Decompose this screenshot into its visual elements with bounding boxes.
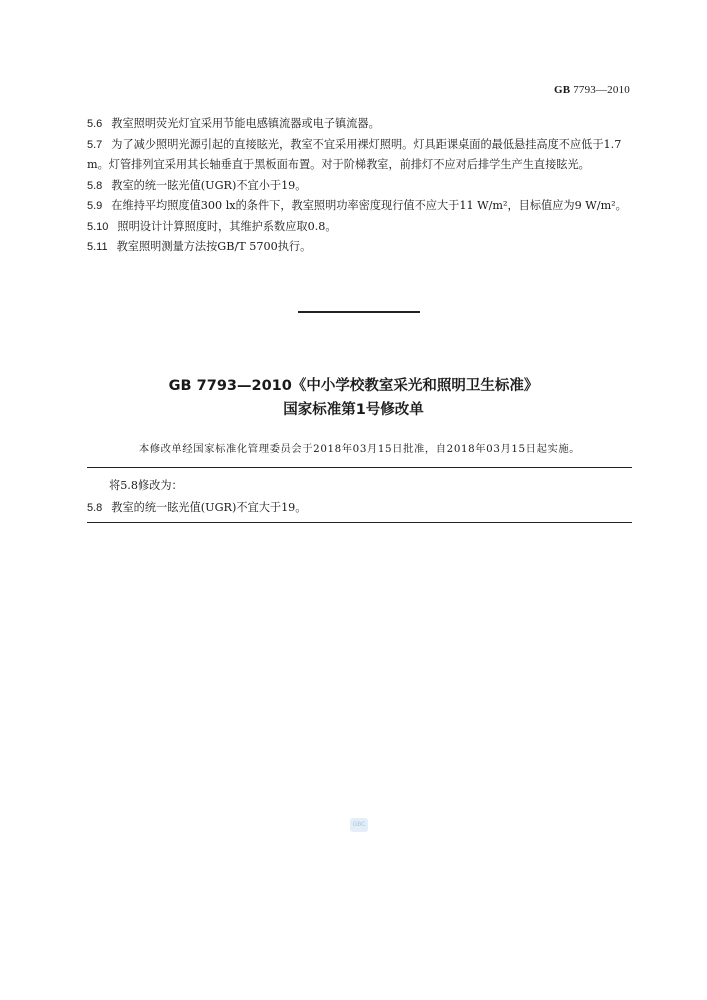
amendment-title-line1: GB 7793—2010《中小学校教室采光和照明卫生标准》 <box>168 378 539 394</box>
clause-number: 5.11 <box>87 241 108 253</box>
clause-text: 教室照明测量方法按GB/T 5700执行。 <box>116 240 312 253</box>
clause-5-7 <box>87 135 632 176</box>
amendment-approval-statement: 本修改单经国家标准化管理委员会于2018年03月15日批准，自2018年03月15日起实施。 <box>138 443 581 455</box>
clause-number: 5.8 <box>87 179 103 192</box>
clause-text: 教室的统一眩光值(UGR)不宜小于19。 <box>111 178 307 192</box>
clause-text: 教室照明荧光灯宜采用节能电感镇流器或电子镇流器。 <box>111 117 380 130</box>
clause-5-8 <box>87 176 632 197</box>
watermark-logo-icon: GBC <box>350 818 368 832</box>
amended-clause-number: 5.8 <box>87 502 103 514</box>
clause-text: 为了减少照明光源引起的直接眩光，教室不宜采用裸灯照明。灯具距课桌面的最低悬挂高度不应低于1.7 m。灯管排列宜采用其长轴垂直于黑板面布置。对于阶梯教室，前排灯不应对后排学生产生直接眩光。 <box>87 137 622 171</box>
clause-5-10 <box>87 217 632 238</box>
clause-list <box>87 114 632 258</box>
clause-5-6 <box>87 114 632 135</box>
clause-number: 5.9 <box>87 200 103 212</box>
amendment-rule-top <box>87 467 632 468</box>
clause-text: 在维持平均照度值300 lx的条件下，教室照明功率密度现行值不应大于11 W/m²，目标值应为9 W/m²。 <box>111 199 627 212</box>
clause-number: 5.6 <box>87 118 103 130</box>
standard-code: GB <box>553 84 571 96</box>
clause-number: 5.7 <box>87 138 103 151</box>
page-header-standard-number <box>554 84 630 96</box>
amendment-rule-bottom <box>87 522 632 523</box>
clause-text: 照明设计计算照度时，其维护系数应取0.8。 <box>117 219 337 233</box>
amended-clause-5-8 <box>87 497 632 519</box>
amendment-body <box>87 475 632 519</box>
amendment-instruction: 将5.8修改为： <box>109 479 183 492</box>
end-of-text-divider <box>298 311 420 313</box>
amended-clause-text: 教室的统一眩光值(UGR)不宜大于19。 <box>111 501 307 514</box>
standard-number: 7793—2010 <box>573 84 630 96</box>
clause-5-9 <box>87 196 632 217</box>
amendment-title-line2: 国家标准第1号修改单 <box>283 402 424 418</box>
amendment-title <box>0 374 707 422</box>
clause-5-11 <box>87 237 632 258</box>
clause-number: 5.10 <box>87 220 109 233</box>
